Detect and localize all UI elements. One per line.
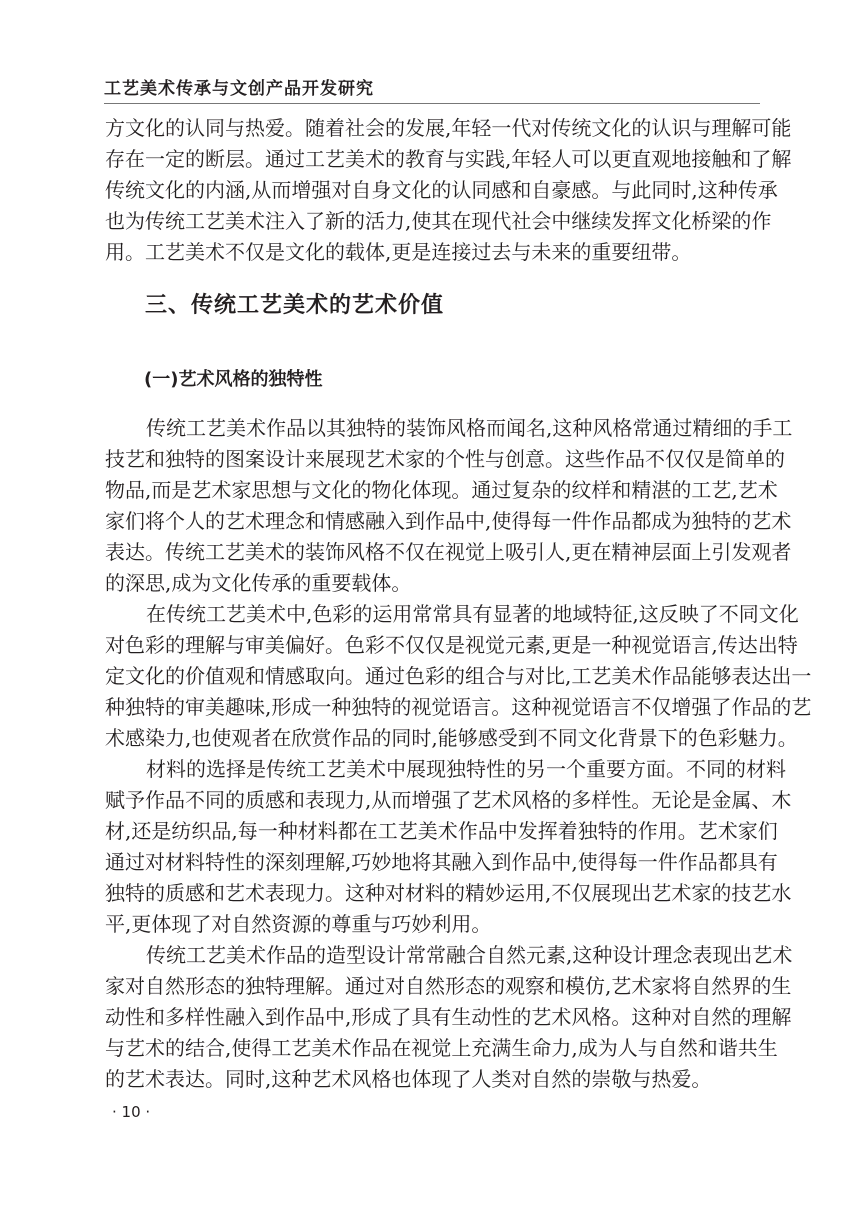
text-line: 的艺术表达。同时,这种艺术风格也体现了人类对自然的崇敬与热爱。 [105,1067,712,1091]
text-line: 传统工艺美术作品的造型设计常常融合自然元素,这种设计理念表现出艺术 [146,943,793,967]
text-line: 的深思,成为文化传承的重要载体。 [105,571,412,595]
text-line: 种独特的审美趣味,形成一种独特的视觉语言。这种视觉语言不仅增强了作品的艺 [105,695,812,719]
text-line: 平,更体现了对自然资源的尊重与巧妙利用。 [105,912,492,936]
text-line: 方文化的认同与热爱。随着社会的发展,年轻一代对传统文化的认识与理解可能 [105,116,792,140]
text-line: 与艺术的结合,使得工艺美术作品在视觉上充满生命力,成为人与自然和谐共生 [105,1036,778,1060]
page-number: · 10 · [112,1103,151,1121]
running-header: 工艺美术传承与文创产品开发研究 [104,79,374,99]
paragraph-materials [105,754,792,940]
header-divider [104,103,760,104]
text-line: 材,还是纺织品,每一种材料都在工艺美术作品中发挥着独特的作用。艺术家们 [105,819,778,843]
text-line: 家对自然形态的独特理解。通过对自然形态的观察和模仿,艺术家将自然界的生 [105,974,792,998]
text-line: 赋予作品不同的质感和表现力,从而增强了艺术风格的多样性。无论是金属、木 [105,788,792,812]
text-line: 定文化的价值观和情感取向。通过色彩的组合与对比,工艺美术作品能够表达出一 [105,664,812,688]
text-line: 独特的质感和艺术表现力。这种对材料的精妙运用,不仅展现出艺术家的技艺水 [105,881,792,905]
text-line: 传统文化的内涵,从而增强对自身文化的认同感和自豪感。与此同时,这种传承 [105,178,778,202]
paragraph-color [105,599,812,754]
text-line: 也为传统工艺美术注入了新的活力,使其在现代社会中继续发挥文化桥梁的作 [105,209,772,233]
section-heading: 三、传统工艺美术的艺术价值 [145,293,445,318]
text-line: 通过对材料特性的深刻理解,巧妙地将其融入到作品中,使得每一件作品都具有 [105,850,778,874]
text-line: 术感染力,也使观者在欣赏作品的同时,能够感受到不同文化背景下的色彩魅力。 [105,726,798,750]
text-line: 传统工艺美术作品以其独特的装饰风格而闻名,这种风格常通过精细的手工 [146,416,793,440]
paragraph-form-design [105,940,793,1095]
text-line: 物品,而是艺术家思想与文化的物化体现。通过复杂的纹样和精湛的工艺,艺术 [105,478,778,502]
text-line: 表达。传统工艺美术的装饰风格不仅在视觉上吸引人,更在精神层面上引发观者 [105,540,792,564]
text-line: 技艺和独特的图案设计来展现艺术家的个性与创意。这些作品不仅仅是简单的 [105,447,785,471]
text-line: 动性和多样性融入到作品中,形成了具有生动性的艺术风格。这种对自然的理解 [105,1005,792,1029]
paragraph-decorative-style [105,413,793,599]
text-line: 存在一定的断层。通过工艺美术的教育与实践,年轻人可以更直观地接触和了解 [105,147,792,171]
text-line: 材料的选择是传统工艺美术中展现独特性的另一个重要方面。不同的材料 [146,757,786,781]
subsection-heading: (一)艺术风格的独特性 [144,369,323,390]
text-line: 在传统工艺美术中,色彩的运用常常具有显著的地域特征,这反映了不同文化 [146,602,799,626]
paragraph-continued [105,113,792,268]
text-line: 对色彩的理解与审美偏好。色彩不仅仅是视觉元素,更是一种视觉语言,传达出特 [105,633,798,657]
text-line: 家们将个人的艺术理念和情感融入到作品中,使得每一件作品都成为独特的艺术 [105,509,792,533]
text-line: 用。工艺美术不仅是文化的载体,更是连接过去与未来的重要纽带。 [105,240,692,264]
